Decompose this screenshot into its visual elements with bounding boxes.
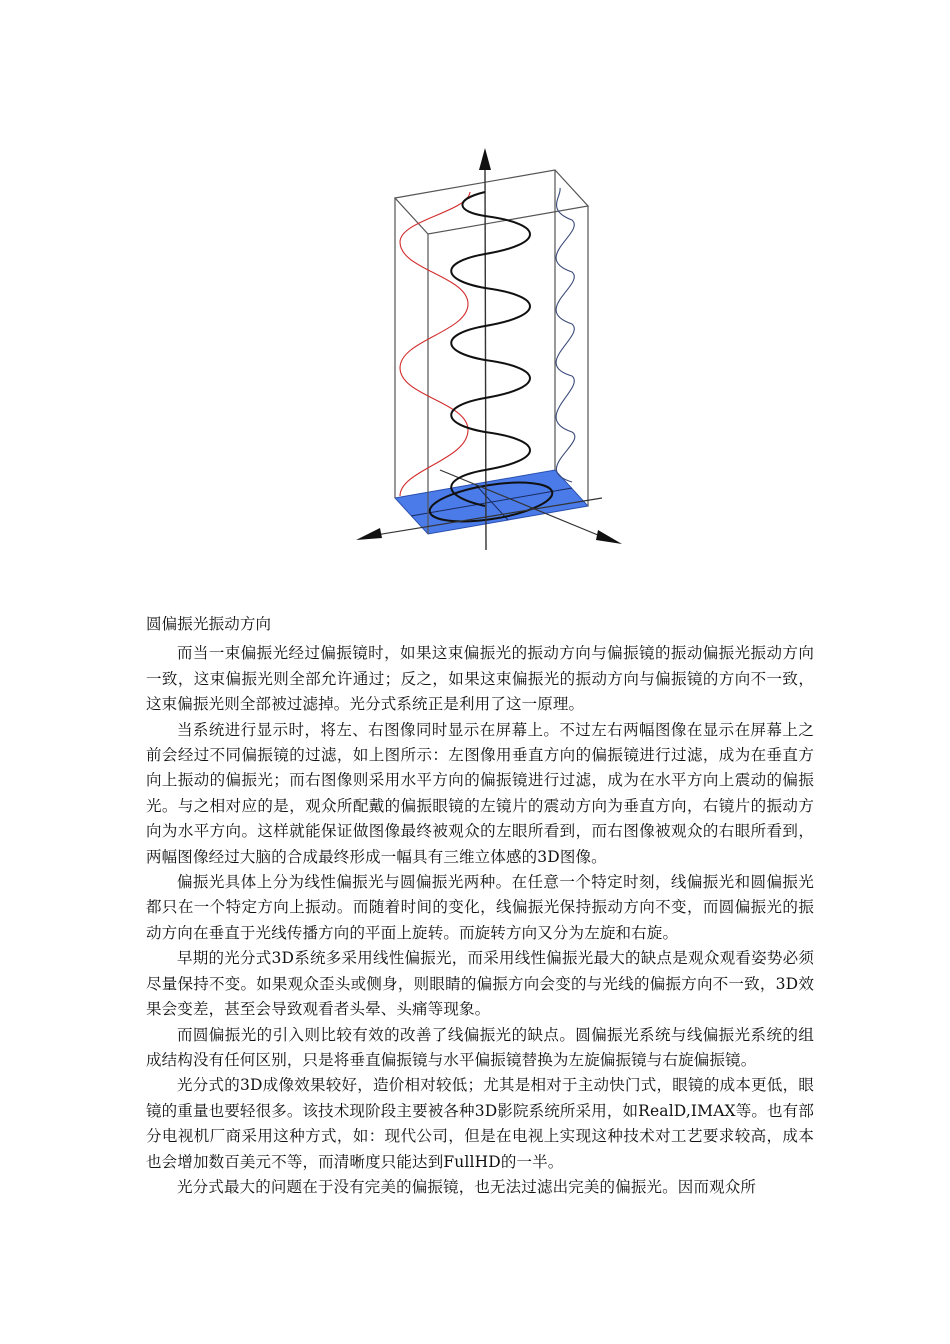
paragraph: 光分式的3D成像效果较好，造价相对较低；尤其是相对于主动快门式，眼镜的成本更低，眼镜的重量也要轻很多。该技术现阶段主要被各种3D影院系统所采用，如RealD,IMAX等。也有部分电视机厂商采用这种方式，如：现代公司，但是在电视上实现这种技术对工艺要求较高，成本也会增加数百美元不等，而清晰度只能达到FullHD的一半。 <box>146 1076 814 1171</box>
red-projection-wave <box>400 192 470 496</box>
paragraph: 光分式最大的问题在于没有完美的偏振镜，也无法过滤出完美的偏振光。因而观众所 <box>177 1177 757 1196</box>
helix-diagram-svg <box>340 140 640 560</box>
up-arrow-icon <box>479 148 491 170</box>
figure-caption: 圆偏振光振动方向 <box>146 615 272 633</box>
paragraph: 而当一束偏振光经过偏振镜时，如果这束偏振光的振动方向与偏振镜的振动偏振光振动方向一致，这束偏振光则全部允许通过；反之，如果这束偏振光的振动方向与偏振镜的方向不一致，这束偏振光则全部被过滤掉。光分式系统正是利用了这一原理。 <box>146 644 814 714</box>
body-text <box>146 612 814 1200</box>
polarization-diagram <box>340 140 640 560</box>
paragraph: 偏振光具体上分为线性偏振光与圆偏振光两种。在任意一个特定时刻，线偏振光和圆偏振光都只在一个特定方向上振动。而随着时间的变化，线偏振光保持振动方向不变，而圆偏振光的振动方向在垂直于光线传播方向的平面上旋转。而旋转方向又分为左旋和右旋。 <box>146 873 814 942</box>
paragraph: 早期的光分式3D系统多采用线性偏振光，而采用线性偏振光最大的缺点是观众观看姿势必须尽量保持不变。如果观众歪头或侧身，则眼睛的偏振方向会变的与光线的偏振方向不一致，3D效果会变差，甚至会导致观看者头晕、头痛等现象。 <box>146 949 814 1019</box>
black-helix <box>451 192 530 506</box>
right-arrow-icon <box>596 530 622 544</box>
paragraph: 而圆偏振光的引入则比较有效的改善了线偏振光的缺点。圆偏振光系统与线偏振光系统的组成结构没有任何区别，只是将垂直偏振镜与水平偏振镜替换为左旋偏振镜与右旋偏振镜。 <box>146 1025 814 1069</box>
left-arrow-icon <box>356 528 382 540</box>
paragraph: 当系统进行显示时，将左、右图像同时显示在屏幕上。不过左右两幅图像在显示在屏幕上之前会经过不同偏振镜的过滤，如上图所示：左图像用垂直方向的偏振镜进行过滤，成为在垂直方向上振动的偏振光；而右图像则采用水平方向的偏振镜进行过滤，成为在水平方向上震动的偏振光。与之相对应的是，观众所配戴的偏振眼镜的左镜片的震动方向为垂直方向，右镜片的振动方向为水平方向。这样就能保证做图像最终被观众的左眼所看到，而右图像被观众的右眼所看到，两幅图像经过大脑的合成最终形成一幅具有三维立体感的3D图像。 <box>146 720 814 866</box>
blue-projection-wave <box>556 188 575 482</box>
